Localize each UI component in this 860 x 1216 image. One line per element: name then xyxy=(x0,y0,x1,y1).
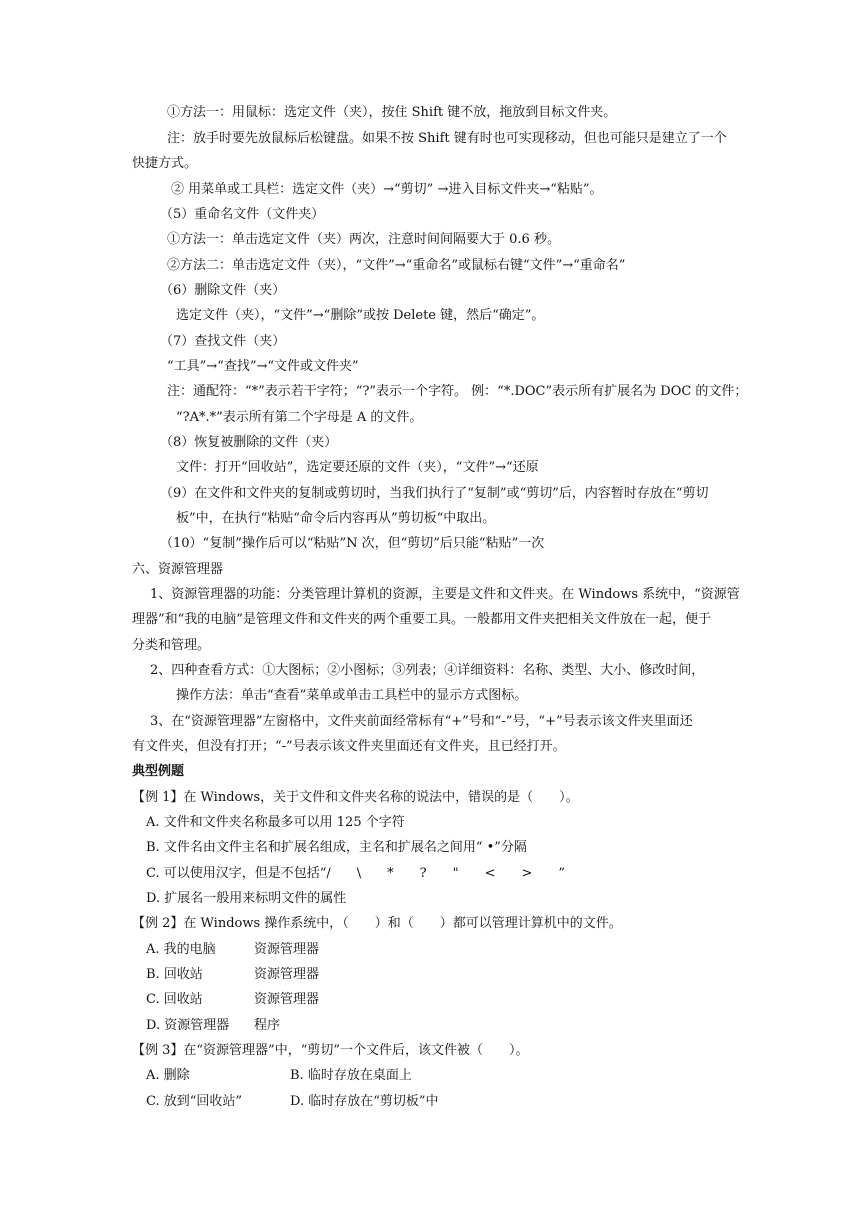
option-b: B. 回收站 xyxy=(146,967,203,982)
text-line: （9）在文件和文件夹的复制或剪切时，当我们执行了“复制”或“剪切”后，内容暂时存放在“剪切 xyxy=(160,486,709,501)
text-line: ①方法一：用鼠标：选定文件（夹），按住 Shift 键不放，拖放到目标文件夹。 xyxy=(167,105,617,120)
option-d: D. 资源管理器 xyxy=(146,1018,230,1033)
examples-heading: 典型例题 xyxy=(132,764,185,779)
section-heading: （8）恢复被删除的文件（夹） xyxy=(160,435,338,450)
text-line: 文件：打开“回收站”，选定要还原的文件（夹），“文件”→“还原 xyxy=(176,460,539,475)
option-c: C. 放到“回收站” xyxy=(146,1094,243,1109)
question-1: 【例 1】在 Windows，关于文件和文件夹名称的说法中，错误的是（ ）。 xyxy=(132,790,579,805)
text-line: 2、四种查看方式：①大图标；②小图标；③列表；④详细资料：名称、类型、大小、修改时间， xyxy=(150,663,705,678)
text-line: 快捷方式。 xyxy=(132,156,198,171)
text-line: 有文件夹，但没有打开；“-”号表示该文件夹里面还有文件夹，且已经打开。 xyxy=(132,739,566,754)
text-line: “工具”→“查找”→“文件或文件夹” xyxy=(167,359,359,374)
option-a: A. 我的电脑 xyxy=(146,942,216,957)
text-line: 3、在“资源管理器”左窗格中，文件夹前面经常标有“+”号和“-”号，“+”号表示该文件夹里面还 xyxy=(150,714,693,729)
text-line: 理器”和“我的电脑”是管理文件和文件夹的两个重要工具。一般都用文件夹把相关文件放在一起，便于 xyxy=(132,612,711,627)
text-line: 1、资源管理器的功能：分类管理计算机的资源，主要是文件和文件夹。在 Windows 系统中，“资源管 xyxy=(150,587,740,602)
question-3: 【例 3】在“资源管理器”中，“剪切”一个文件后，该文件被（ ）。 xyxy=(132,1043,529,1058)
text-line: “?A*.*”表示所有第二个字母是 A 的文件。 xyxy=(176,410,423,425)
text-line: ①方法一：单击选定文件（夹）两次，注意时间间隔要大于 0.6 秒。 xyxy=(167,232,560,247)
text-line: 注：放手时要先放鼠标后松键盘。如果不按 Shift 键有时也可实现移动，但也可能只是建立了一个 xyxy=(167,131,727,146)
text-line: 注：通配符：“*”表示若干字符；“?”表示一个字符。 例：“*.DOC”表示所有扩展名为 DOC 的文件； xyxy=(167,384,748,399)
section-heading: （7）查找文件（夹） xyxy=(160,334,286,349)
text-line: 板”中，在执行“粘贴“命令后内容再从”剪切板“中取出。 xyxy=(176,511,496,526)
text-line: ②方法二：单击选定文件（夹），“文件”→“重命名”或鼠标右键“文件”→“重命名” xyxy=(167,258,626,273)
text-line: 操作方法：单击“查看”菜单或单击工具栏中的显示方式图标。 xyxy=(176,688,528,703)
option-c-second: 资源管理器 xyxy=(254,992,320,1007)
section-heading: （6）删除文件（夹） xyxy=(160,283,286,298)
option-a: A. 删除 xyxy=(146,1068,190,1083)
chapter-heading: 六、资源管理器 xyxy=(132,562,224,577)
option-d: D. 临时存放在“剪切板”中 xyxy=(290,1094,439,1109)
option-c: C. 回收站 xyxy=(146,992,203,1007)
section-heading: （5）重命名文件（文件夹） xyxy=(160,207,325,222)
option-c: C. 可以使用汉字，但是不包括“/ \ * ? " < > ” xyxy=(146,866,566,881)
text-line: 分类和管理。 xyxy=(132,638,211,653)
option-b: B. 临时存放在桌面上 xyxy=(290,1068,412,1083)
option-d-second: 程序 xyxy=(254,1018,281,1033)
text-line: 选定文件（夹），“文件”→“删除”或按 Delete 键，然后“确定”。 xyxy=(176,308,545,323)
option-d: D. 扩展名一般用来标明文件的属性 xyxy=(146,891,347,906)
text-line: ② 用菜单或工具栏：选定文件（夹）→“剪切” →进入目标文件夹→“粘贴”。 xyxy=(171,182,603,197)
option-a-second: 资源管理器 xyxy=(254,942,320,957)
option-b-second: 资源管理器 xyxy=(254,967,320,982)
option-b: B. 文件名由文件主名和扩展名组成，主名和扩展名之间用“ •”分隔 xyxy=(146,840,527,855)
text-line: （10）“复制”操作后可以“粘贴”N 次，但“剪切”后只能“粘贴”一次 xyxy=(160,536,545,551)
question-2: 【例 2】在 Windows 操作系统中，（ ）和（ ）都可以管理计算机中的文件。 xyxy=(132,916,622,931)
option-a: A. 文件和文件夹名称最多可以用 125 个字符 xyxy=(146,815,405,830)
